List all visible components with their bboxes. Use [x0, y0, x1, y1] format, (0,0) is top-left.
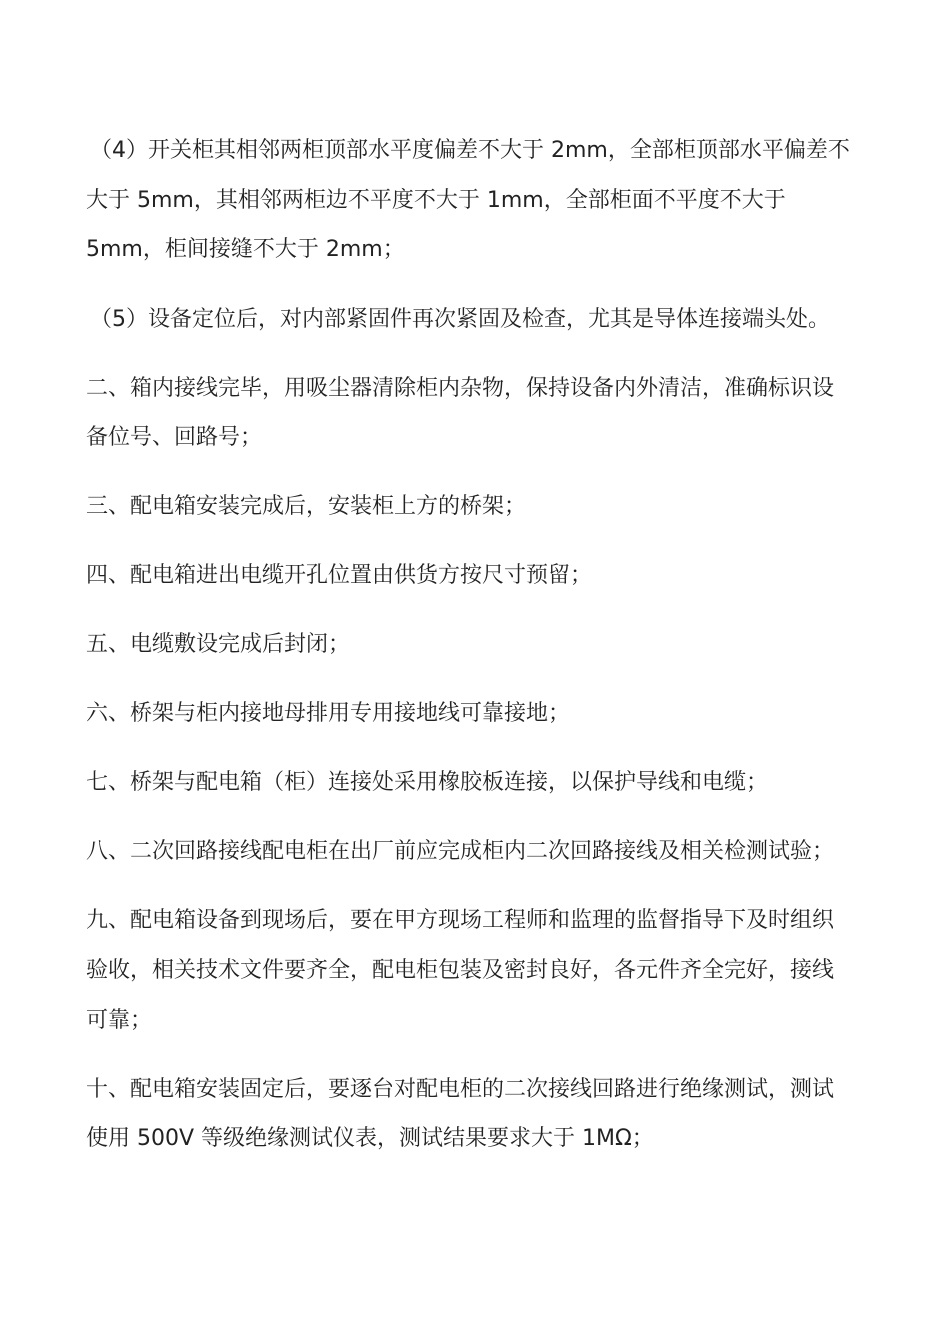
item-5-line-1: 五、电缆敷设完成后封闭； [86, 632, 351, 657]
item-4-line-1: 四、配电箱进出电缆开孔位置由供货方按尺寸预留； [86, 563, 593, 588]
paragraph-4-line-1: （4）开关柜其相邻两柜顶部水平度偏差不大于 2mm，全部柜顶部水平偏差不 [90, 138, 850, 163]
paragraph-5-line-1: （5）设备定位后，对内部紧固件再次紧固及检查，尤其是导体连接端头处。 [90, 307, 830, 332]
paragraph-4-line-3: 5mm，柜间接缝不大于 2mm； [86, 237, 405, 262]
item-8-line-1: 八、二次回路接线配电柜在出厂前应完成柜内二次回路接线及相关检测试验； [86, 839, 835, 864]
paragraph-4-line-2: 大于 5mm，其相邻两柜边不平度不大于 1mm，全部柜面不平度不大于 [86, 188, 786, 213]
item-10-line-2: 使用 500V 等级绝缘测试仪表，测试结果要求大于 1MΩ； [86, 1126, 654, 1151]
item-9-line-1: 九、配电箱设备到现场后，要在甲方现场工程师和监理的监督指导下及时组织 [86, 908, 835, 933]
item-9-line-3: 可靠； [86, 1008, 153, 1033]
item-7-line-1: 七、桥架与配电箱（柜）连接处采用橡胶板连接，以保护导线和电缆； [86, 770, 769, 795]
item-2-line-1: 二、箱内接线完毕，用吸尘器清除柜内杂物，保持设备内外清洁，准确标识设 [86, 376, 835, 401]
item-10-line-1: 十、配电箱安装固定后，要逐台对配电柜的二次接线回路进行绝缘测试，测试 [86, 1077, 835, 1102]
item-3-line-1: 三、配电箱安装完成后，安装柜上方的桥架； [86, 494, 527, 519]
item-6-line-1: 六、桥架与柜内接地母排用专用接地线可靠接地； [86, 701, 571, 726]
item-9-line-2: 验收，相关技术文件要齐全，配电柜包装及密封良好，各元件齐全完好，接线 [86, 958, 835, 983]
item-2-line-2: 备位号、回路号； [86, 425, 263, 450]
